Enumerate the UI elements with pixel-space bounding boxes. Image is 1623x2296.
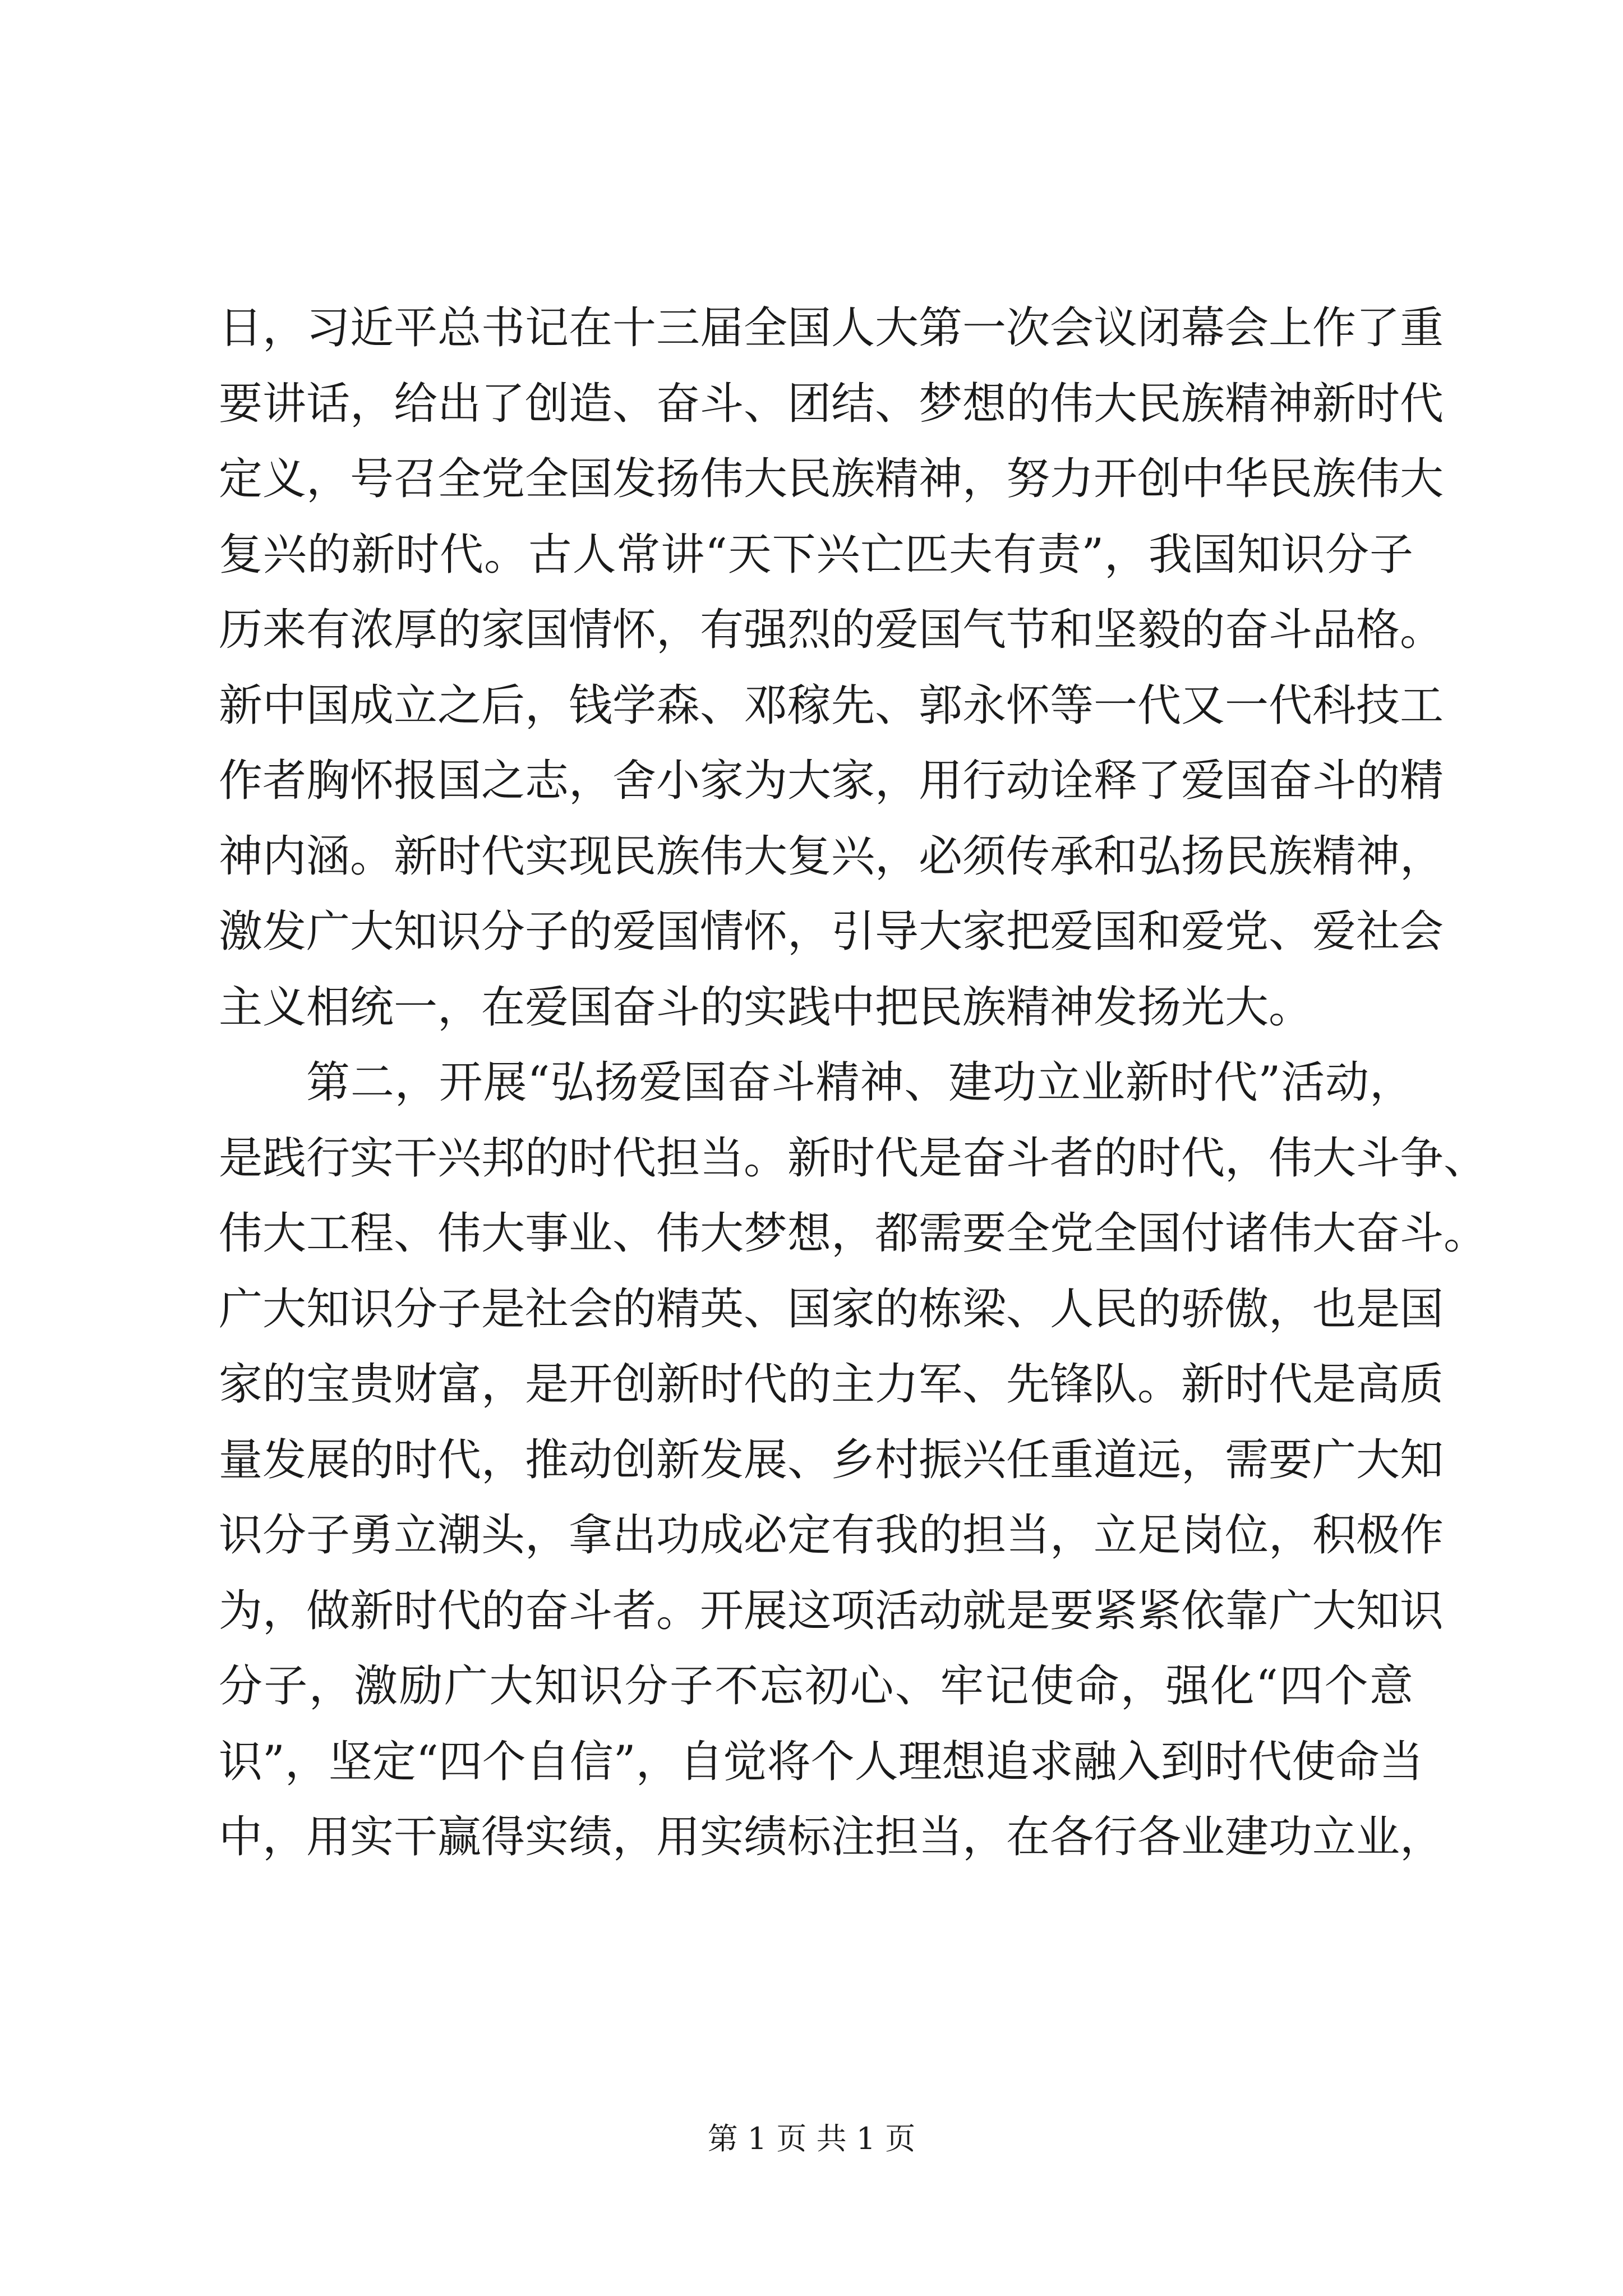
text-line: 神内涵。新时代实现民族伟大复兴，必须传承和弘扬民族精神， [219,831,1444,882]
text-line: 历来有浓厚的家国情怀，有强烈的爱国气节和坚毅的奋斗品格。 [219,605,1444,655]
paragraph-start-line: 第二，开展“弘扬爱国奋斗精神、建功立业新时代”活动， [306,1057,1413,1108]
text-line: 分子，激励广大知识分子不忘初心、牢记使命，强化“四个意 [219,1661,1413,1711]
text-line: 为，做新时代的奋斗者。开展这项活动就是要紧紧依靠广大知识 [219,1585,1444,1636]
page-footer: 第 1 页 共 1 页 [707,2121,916,2156]
text-line: 是践行实干兴邦的时代担当。新时代是奋斗者的时代，伟大斗争、 [219,1133,1488,1184]
text-line: 定义，号召全党全国发扬伟大民族精神，努力开创中华民族伟大 [219,454,1444,504]
text-line: 伟大工程、伟大事业、伟大梦想，都需要全党全国付诸伟大奋斗。 [219,1208,1488,1259]
text-line: 识分子勇立潮头，拿出功成必定有我的担当，立足岗位，积极作 [219,1510,1444,1561]
document-body [219,291,1488,1875]
text-line: 识”，坚定“四个自信”，自觉将个人理想追求融入到时代使命当 [219,1736,1423,1787]
text-line: 日，习近平总书记在十三届全国人大第一次会议闭幕会上作了重 [219,303,1444,353]
text-line: 要讲话，给出了创造、奋斗、团结、梦想的伟大民族精神新时代 [219,378,1444,429]
text-line: 主义相统一，在爱国奋斗的实践中把民族精神发扬光大。 [219,982,1313,1033]
text-line: 量发展的时代，推动创新发展、乡村振兴任重道远，需要广大知 [219,1434,1444,1485]
text-line: 激发广大知识分子的爱国情怀，引导大家把爱国和爱党、爱社会 [219,907,1444,957]
text-line: 广大知识分子是社会的精英、国家的栋梁、人民的骄傲，也是国 [219,1283,1444,1335]
text-line: 新中国成立之后，钱学森、邓稼先、郭永怀等一代又一代科技工 [219,680,1444,731]
text-line: 家的宝贵财富，是开创新时代的主力军、先锋队。新时代是高质 [219,1359,1444,1410]
text-line: 复兴的新时代。古人常讲“天下兴亡匹夫有责”，我国知识分子 [219,529,1413,580]
text-line: 作者胸怀报国之志，舍小家为大家，用行动诠释了爱国奋斗的精 [219,756,1444,806]
text-line: 中，用实干赢得实绩，用实绩标注担当，在各行各业建功立业， [219,1812,1444,1862]
